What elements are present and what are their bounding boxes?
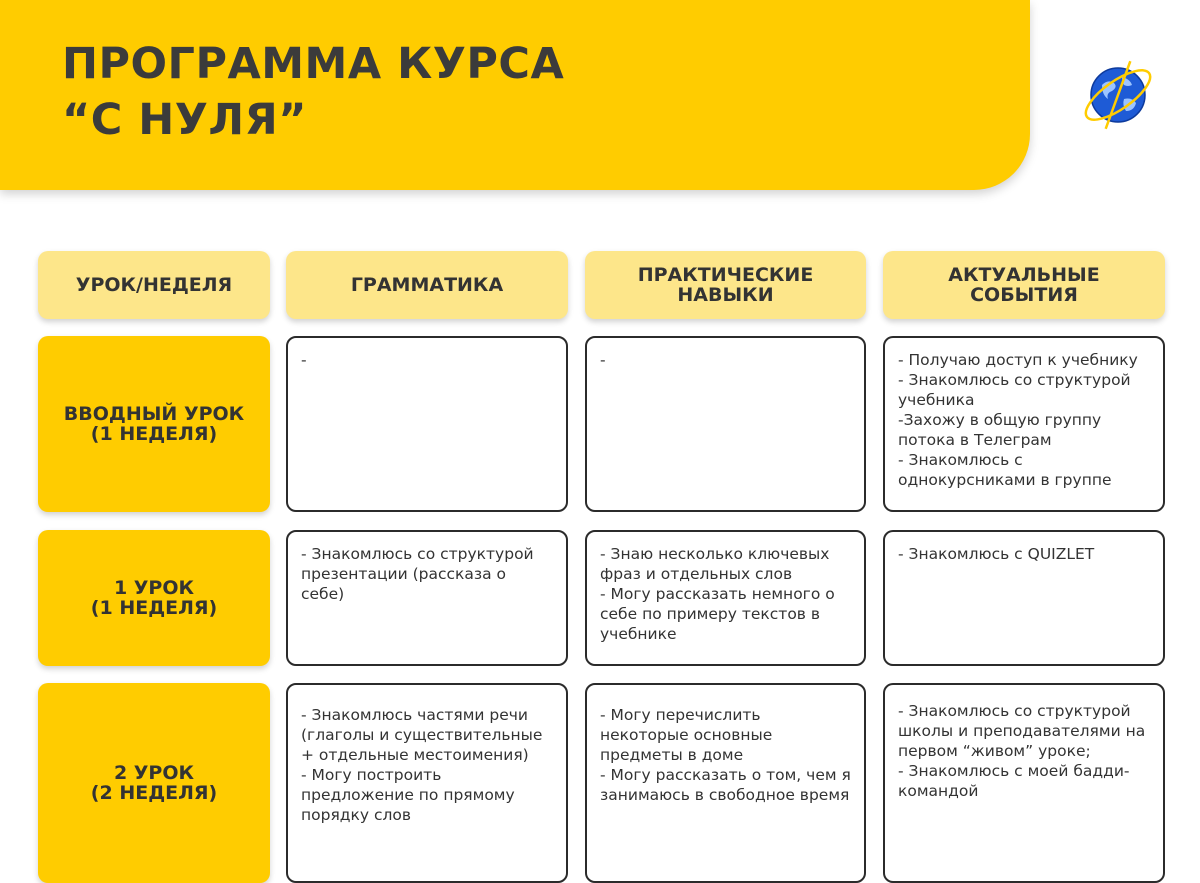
column-header-lesson: УРОК/НЕДЕЛЯ [38, 251, 270, 319]
list-item: - Знакомлюсь со структурой презентации (рассказа о себе) [301, 545, 534, 603]
list-item: - Знакомлюсь с QUIZLET [898, 545, 1095, 563]
lesson-week: (1 НЕДЕЛЯ) [90, 597, 218, 619]
lesson-title: ВВОДНЫЙ УРОК [63, 403, 245, 425]
list-item: - Знакомлюсь частями речи (глаголы и существительные + отдельные местоимения) [301, 706, 543, 764]
lesson-title: 1 УРОК [113, 577, 195, 599]
list-item: - [600, 351, 606, 369]
lesson-cell-1 [38, 530, 270, 666]
grammar-cell [286, 530, 568, 666]
skills-cell [585, 530, 866, 666]
lesson-week: (2 НЕДЕЛЯ) [90, 782, 218, 804]
page-title-line-2: “С НУЛЯ” [62, 95, 308, 145]
list-item: - Знаю несколько ключевых фраз и отдельных слов [600, 545, 830, 583]
list-item: - Получаю доступ к учебнику [898, 351, 1138, 369]
skills-cell [585, 336, 866, 512]
page-title [62, 36, 564, 148]
list-item: - [301, 351, 307, 369]
column-header-skills: ПРАКТИЧЕСКИЕ НАВЫКИ [585, 251, 866, 319]
globe-icon [1078, 55, 1158, 135]
events-cell [883, 336, 1165, 512]
list-item: - Могу построить предложение по прямому порядку слов [301, 766, 515, 824]
list-item: - Знакомлюсь с однокурсниками в группе [898, 451, 1112, 489]
lesson-title: 2 УРОК [113, 762, 195, 784]
grammar-cell [286, 336, 568, 512]
lesson-week: (1 НЕДЕЛЯ) [90, 423, 218, 445]
column-header-events: АКТУАЛЬНЫЕ СОБЫТИЯ [883, 251, 1165, 319]
skills-cell [585, 683, 866, 883]
list-item: - Могу перечислить некоторые основные предметы в доме [600, 706, 773, 764]
column-header-grammar: ГРАММАТИКА [286, 251, 568, 319]
events-cell [883, 683, 1165, 883]
list-item: - Могу рассказать о том, чем я занимаюсь в свободное время [600, 766, 851, 804]
list-item: - Могу рассказать немного о себе по примеру текстов в учебнике [600, 585, 835, 643]
page-title-line-1: ПРОГРАММА КУРСА [62, 39, 565, 89]
grammar-cell [286, 683, 568, 883]
list-item: - Знакомлюсь со структурой школы и преподавателями на первом “живом” уроке; [898, 702, 1146, 760]
list-item: - Знакомлюсь с моей бадди-командой [898, 762, 1130, 800]
list-item: -Захожу в общую группу потока в Телеграм [898, 411, 1102, 449]
lesson-cell-intro [38, 336, 270, 512]
lesson-cell-2 [38, 683, 270, 883]
events-cell [883, 530, 1165, 666]
list-item: - Знакомлюсь со структурой учебника [898, 371, 1131, 409]
